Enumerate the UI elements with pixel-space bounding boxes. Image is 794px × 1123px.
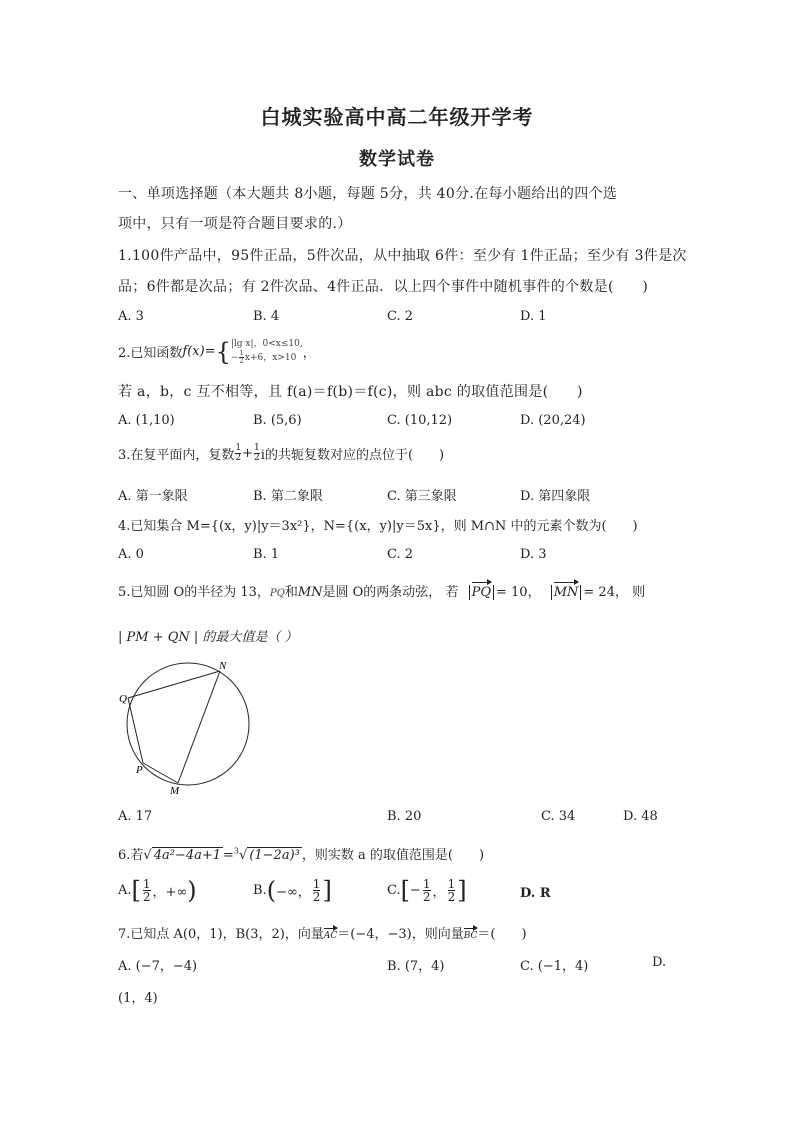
q4-text: 4.已知集合 M={(x，y)|y＝3x²}，N={(x，y)|y＝5x}，则 M∩N 中的元素个数为( ) — [118, 519, 638, 534]
q6-opt-b-pre: B. — [253, 883, 267, 898]
q6-radicand2: (1−2a)³ — [249, 848, 300, 863]
q6-opt-b-lparen: ( — [266, 876, 277, 905]
q1-option-a[interactable]: A. 3 — [118, 309, 144, 324]
q5-text-line2: | PM + QN | 的最大值是（ ） — [118, 630, 298, 645]
q5-stem — [118, 581, 645, 600]
q3-suffix: i的共轭复数对应的点位于( ) — [260, 448, 445, 463]
q2-fx: f(x)= — [182, 344, 216, 359]
q5-part1: 5.已知圆 O的半径为 13， — [118, 585, 270, 600]
q2-option-a[interactable]: A. (1,10) — [118, 413, 175, 428]
q2-case2-fraction — [239, 350, 243, 365]
q6-eq: = — [223, 848, 234, 863]
circle-o — [127, 663, 249, 785]
q4-option-b[interactable]: B. 1 — [253, 547, 280, 562]
page-title: 白城实验高中高二年级开学考 — [260, 105, 534, 129]
q3-f1-num: 1 — [235, 443, 242, 453]
q3-f1-den: 2 — [235, 453, 242, 463]
q7-part2: ＝(−4，−3)，则向量 — [337, 927, 464, 942]
q5-abs-pq — [469, 585, 493, 600]
q3-fraction-1 — [235, 444, 241, 463]
q2-case2-den: 2 — [239, 357, 244, 365]
q3-option-b[interactable]: B. 第二象限 — [253, 489, 323, 504]
q2-option-d[interactable]: D. (20,24) — [520, 413, 586, 428]
q7-part1: 7.已知点 A(0，1)，B(3，2)，向量 — [118, 927, 324, 942]
q5-eq2: = 24， 则 — [583, 585, 646, 600]
q6-opt-b-mid: −∞， — [276, 885, 311, 900]
q5-abs-mn — [551, 585, 581, 600]
q6-opt-b-rbracket: ] — [322, 876, 332, 905]
q6-opt-a-den: 2 — [142, 890, 151, 904]
q6-sqrt-sign: √ — [143, 848, 152, 863]
q5-part2: 是圆 O的两条动弦， 若 — [322, 585, 459, 600]
section-heading-line1: 一、单项选择题（本大题共 8小题，每题 5分，共 40分.在每小题给出的四个选 — [118, 186, 618, 202]
q6-opt-c-frac1 — [423, 878, 431, 903]
q3-stem — [118, 444, 444, 463]
q7-option-c[interactable]: C. (−1，4) — [520, 959, 589, 974]
chord-qp — [128, 698, 143, 763]
q2-trail: ， — [302, 346, 316, 361]
q6-opt-b-frac — [313, 878, 321, 903]
chord-pm — [143, 763, 178, 783]
page-subtitle: 数学试卷 — [359, 149, 435, 170]
label-m: M — [170, 785, 180, 797]
q1-text-line2: 品；6件都是次品；有 2件次品、4件正品．以上四个事件中随机事件的个数是( ) — [118, 279, 649, 295]
q6-prefix: 6.若 — [118, 848, 144, 863]
q5-pq: PQ — [269, 588, 285, 599]
q6-opt-c-neg: − — [410, 883, 421, 898]
q6-opt-a-lbracket: [ — [131, 876, 141, 905]
q6-opt-c-num1: 1 — [422, 877, 431, 891]
q3-f2-den: 2 — [254, 453, 260, 463]
q5-vec-pq: PQ — [471, 585, 491, 600]
q6-opt-c-den1: 2 — [422, 890, 431, 904]
q6-opt-a-post: ，+∞ — [152, 885, 188, 900]
q6-root-index: 3 — [233, 846, 240, 856]
q7-vec-bc: BC — [463, 931, 478, 941]
q2-case2-pre: − — [230, 353, 239, 363]
q2-option-c[interactable]: C. (10,12) — [387, 413, 453, 428]
q6-opt-c-frac2 — [448, 878, 456, 903]
q6-option-c[interactable] — [387, 878, 467, 903]
q2-case2-post: x+6，x>10 — [244, 353, 297, 363]
q6-opt-b-den: 2 — [312, 890, 321, 904]
q5-option-a[interactable]: A. 17 — [118, 809, 153, 824]
q3-option-a[interactable]: A. 第一象限 — [118, 489, 188, 504]
q6-radicand1: 4a²−4a+1 — [153, 848, 222, 863]
q7-part3: ＝( ) — [477, 927, 527, 942]
q2-prefix: 2.已知函数 — [118, 346, 183, 361]
q5-option-d[interactable]: D. 48 — [623, 809, 658, 824]
q6-opt-a-rparen: ) — [187, 876, 197, 905]
q7-option-d[interactable]: D. — [652, 955, 667, 970]
q3-prefix: 3.在复平面内，复数 — [118, 448, 235, 463]
q1-option-d[interactable]: D. 1 — [520, 309, 547, 324]
q3-option-d[interactable]: D. 第四象限 — [520, 489, 591, 504]
q2-piecewise — [231, 338, 303, 365]
label-p: P — [136, 764, 143, 776]
q6-opt-c-pre: C. — [387, 883, 401, 898]
q7-stem — [118, 923, 527, 942]
q3-option-c[interactable]: C. 第三象限 — [387, 489, 457, 504]
q5-option-c[interactable]: C. 34 — [541, 809, 576, 824]
q7-option-a[interactable]: A. (−7，−4) — [118, 959, 198, 974]
q2-stem — [118, 338, 316, 365]
q6-opt-c-comma: ， — [432, 885, 446, 900]
label-q: Q — [119, 693, 127, 705]
q3-plus: + — [242, 446, 254, 461]
q1-text-line1: 1.100件产品中，95件正品，5件次品，从中抽取 6件：至少有 1件正品；至少有 3件是次 — [118, 248, 687, 264]
q6-opt-a-num: 1 — [142, 877, 151, 891]
q1-option-c[interactable]: C. 2 — [387, 309, 414, 324]
q4-option-c[interactable]: C. 2 — [387, 547, 414, 562]
q6-option-d[interactable]: D. R — [520, 886, 551, 901]
q4-option-a[interactable]: A. 0 — [118, 547, 144, 562]
q7-vec-ac: AC — [323, 931, 338, 941]
q5-and: 和 — [284, 585, 298, 600]
q5-eq1: = 10， — [496, 585, 541, 600]
q6-cbrt-sign: √ — [239, 848, 248, 863]
q5-mn: MN — [297, 585, 323, 600]
q6-opt-b-num: 1 — [312, 877, 321, 891]
q6-option-b[interactable] — [253, 878, 332, 903]
q6-option-a[interactable] — [118, 878, 197, 903]
q6-opt-a-frac — [143, 878, 151, 903]
q6-opt-c-den2: 2 — [447, 890, 456, 904]
q2-text-line2: 若 a，b，c 互不相等，且 f(a)＝f(b)＝f(c)，则 abc 的取值范围是( ) — [118, 384, 583, 400]
q2-case2 — [231, 350, 303, 365]
q6-opt-c-num2: 1 — [447, 877, 456, 891]
q6-suffix: ，则实数 a 的取值范围是( ) — [301, 848, 485, 863]
section-heading-line2: 项中，只有一项是符合题目要求的.） — [118, 216, 352, 232]
q6-stem — [118, 844, 484, 863]
q2-option-b[interactable]: B. (5,6) — [253, 413, 302, 428]
q1-option-b[interactable]: B. 4 — [253, 309, 280, 324]
chord-mn — [178, 671, 220, 783]
q3-f2-num: 1 — [254, 443, 260, 453]
q6-opt-c-rbracket: ] — [457, 876, 467, 905]
q5-vec-mn: MN — [553, 585, 579, 600]
label-n: N — [219, 660, 227, 672]
q7-option-b[interactable]: B. (7，4) — [387, 959, 445, 974]
q4-option-d[interactable]: D. 3 — [520, 547, 547, 562]
q2-piecewise-brace: { — [215, 337, 231, 366]
q5-circle-figure — [110, 655, 260, 800]
q7-option-d-value: (1，4) — [118, 991, 158, 1006]
q3-fraction-2 — [254, 444, 260, 463]
q2-case2-num: 1 — [239, 349, 244, 357]
q5-option-b[interactable]: B. 20 — [387, 809, 422, 824]
q6-opt-c-lbracket: [ — [400, 876, 410, 905]
q6-opt-a-pre: A. — [118, 883, 132, 898]
q2-case1: |lg x|，0<x≤10, — [230, 339, 303, 349]
